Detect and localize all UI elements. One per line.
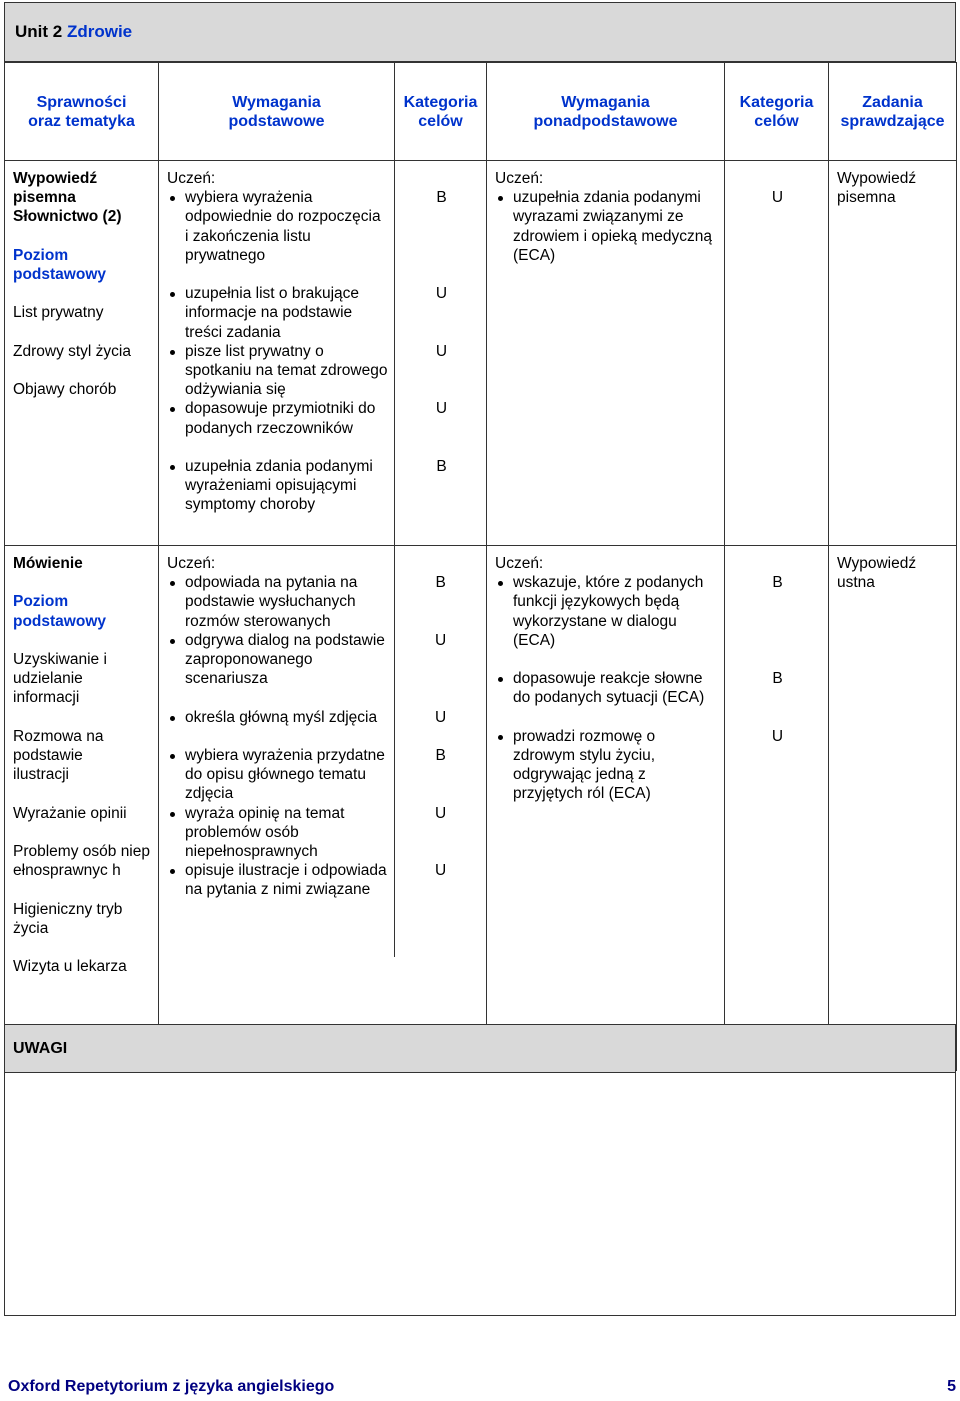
student-intro: Uczeń: xyxy=(167,170,216,187)
task-label: Wypowiedź pisemna xyxy=(837,170,917,207)
level-label: Poziom podstawowy xyxy=(13,246,107,283)
advanced-requirements-cell xyxy=(487,161,725,546)
task-label: Wypowiedź ustna xyxy=(837,555,917,592)
category-value: U xyxy=(435,862,447,880)
category-value: U xyxy=(435,631,447,649)
student-intro: Uczeń: xyxy=(495,170,544,187)
level-label: Poziom podstawowy xyxy=(13,593,107,630)
basic-requirements-cell xyxy=(159,161,395,546)
list-item: wskazuje, które z podanych funkcji językowych będą wykorzystane w dialogu (ECA) xyxy=(495,573,718,669)
category-value: U xyxy=(435,804,447,822)
book-title: Oxford Repetytorium z języka angielskiego xyxy=(8,1378,335,1395)
skill-title: Mówienie xyxy=(13,555,83,572)
notes-heading: UWAGI xyxy=(5,1025,955,1073)
header-advanced: Wymagania ponadpodstawowe xyxy=(487,63,725,161)
category-value: B xyxy=(772,574,783,592)
student-intro: Uczeń: xyxy=(495,555,544,572)
unit-title xyxy=(4,2,956,62)
task-cell xyxy=(829,546,957,1071)
category-value: U xyxy=(771,189,784,207)
list-item: odgrywa dialog na podstawie zaproponowanego scenariusza xyxy=(167,631,388,708)
topic-item: Wyrażanie opinii xyxy=(13,804,127,822)
list-item: opisuje ilustracje i odpowiada na pytania z nimi związane xyxy=(167,861,388,899)
list-item: pisze list prywatny o spotkaniu na temat zdrowego odżywiania się xyxy=(167,342,388,400)
category-value: B xyxy=(436,457,447,475)
list-item: odpowiada na pytania na podstawie wysłuchanych rozmów sterowanych xyxy=(167,573,388,631)
category-value: B xyxy=(435,574,446,592)
topic-item: Higieniczny tryb życia xyxy=(13,900,123,937)
category-value: U xyxy=(435,708,447,726)
category-value: U xyxy=(435,400,448,418)
list-item: dopasowuje reakcje słowne do podanych sytuacji (ECA) xyxy=(495,669,718,727)
list-item: wyraża opinię na temat problemów osób niepełnosprawnych xyxy=(167,804,388,862)
skill-cell xyxy=(5,546,159,1071)
header-skills: Sprawności oraz tematyka xyxy=(5,63,159,161)
student-intro: Uczeń: xyxy=(167,555,216,572)
header-category-advanced: Kategoria celów xyxy=(725,63,829,161)
syllabus-table xyxy=(4,62,957,1071)
list-item: uzupełnia zdania podanymi wyrażeniami opisującymi symptomy choroby xyxy=(167,457,388,515)
topic-item: Objawy chorób xyxy=(13,381,117,399)
category-value: U xyxy=(435,285,448,303)
header-basic: Wymagania podstawowe xyxy=(159,63,395,161)
table-row xyxy=(5,161,957,546)
list-item: wybiera wyrażenia odpowiednie do rozpoczęcia i zakończenia listu prywatnego xyxy=(167,188,388,284)
category-value: U xyxy=(771,727,784,745)
notes-section xyxy=(4,1024,956,1316)
task-cell xyxy=(829,161,957,546)
list-item: określa główną myśl zdjęcia xyxy=(167,708,388,746)
list-item: dopasowuje przymiotniki do podanych rzeczowników xyxy=(167,399,388,457)
topic-item: Problemy osób niepełnosprawnyc h xyxy=(13,842,150,880)
category-value: U xyxy=(435,342,448,360)
page-footer xyxy=(8,1378,956,1400)
topic-item: Rozmowa na podstawie ilustracji xyxy=(13,727,104,784)
list-item: uzupełnia list o brakujące informacje na podstawie treści zadania xyxy=(167,284,388,342)
category-value: B xyxy=(436,189,447,207)
skill-cell xyxy=(5,161,159,546)
topic-item: Uzyskiwanie i udzielanie informacji xyxy=(13,650,107,707)
category-cell xyxy=(725,161,829,546)
header-category-basic: Kategoria celów xyxy=(395,63,487,161)
category-value: B xyxy=(435,746,446,764)
topic-item: List prywatny xyxy=(13,304,104,322)
unit-topic: Zdrowie xyxy=(66,22,133,41)
advanced-requirements-cell xyxy=(487,546,725,1026)
table-row xyxy=(5,546,957,1026)
category-value: B xyxy=(772,670,783,688)
basic-requirements-cell xyxy=(159,546,487,1026)
list-item: wybiera wyrażenia przydatne do opisu głównego tematu zdjęcia xyxy=(167,746,388,804)
unit-label: Unit 2 xyxy=(15,22,63,41)
table-header-row xyxy=(5,63,957,161)
page-number: 5 xyxy=(947,1378,956,1395)
topic-item: Wizyta u lekarza xyxy=(13,958,127,976)
skill-title: Wypowiedź pisemna Słownictwo (2) xyxy=(13,170,122,226)
header-tasks: Zadania sprawdzające xyxy=(829,63,957,161)
category-cell xyxy=(725,546,829,1026)
list-item: prowadzi rozmowę o zdrowym stylu życiu, odgrywając jedną z przyjętych ról (ECA) xyxy=(495,727,718,804)
topic-item: Zdrowy styl życia xyxy=(13,342,131,360)
category-cell xyxy=(395,161,487,546)
list-item: uzupełnia zdania podanymi wyrazami związanymi ze zdrowiem i opieką medyczną (ECA) xyxy=(495,188,718,265)
